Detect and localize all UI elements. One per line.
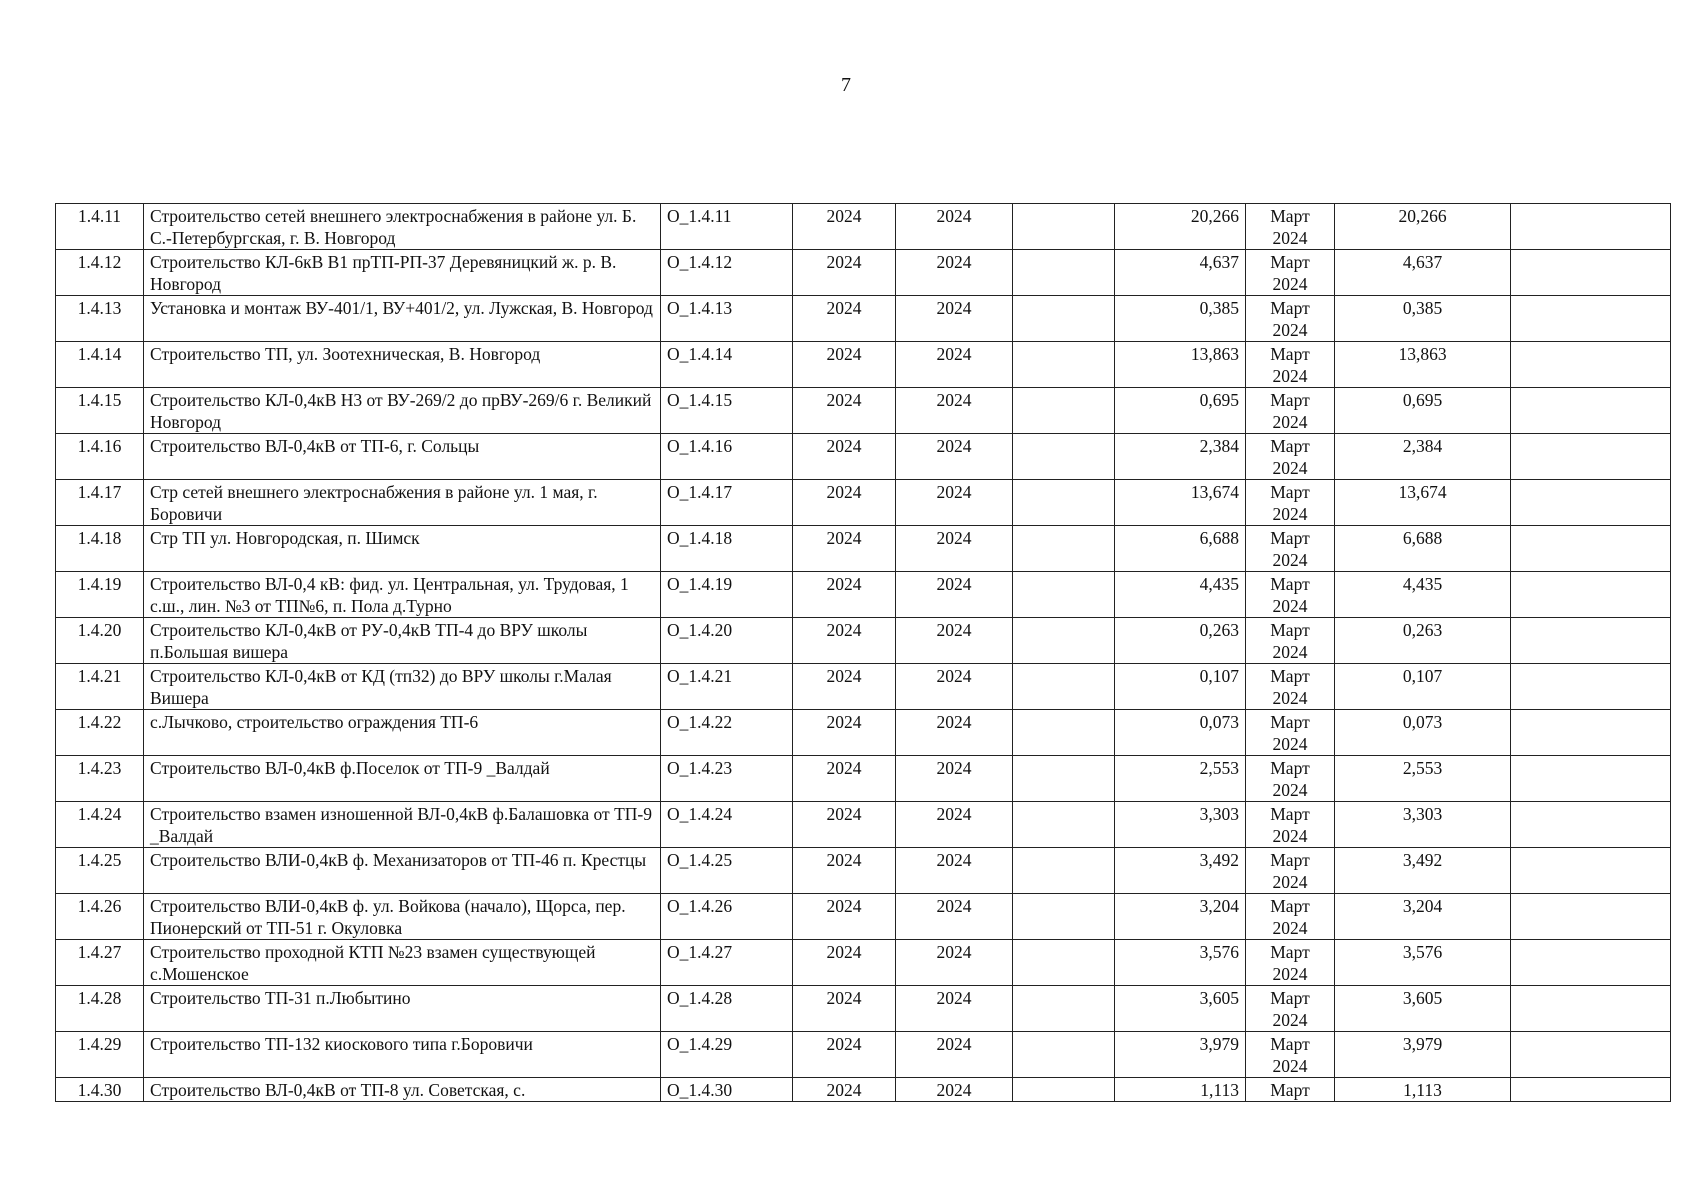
table-row — [56, 342, 1671, 388]
start-year: 2024 — [793, 296, 896, 342]
start-year: 2024 — [793, 572, 896, 618]
project-name: Строительство КЛ-6кВ В1 прТП-РП-37 Деревяницкий ж. р. В. Новгород — [144, 250, 661, 296]
completion-month: Март — [1270, 988, 1310, 1008]
amount: 4,637 — [1115, 250, 1246, 296]
note-cell — [1511, 296, 1671, 342]
completion-date — [1246, 894, 1335, 940]
row-number: 1.4.28 — [56, 986, 144, 1032]
table-row — [56, 618, 1671, 664]
row-number: 1.4.14 — [56, 342, 144, 388]
project-name: Строительство ТП, ул. Зоотехническая, В. Новгород — [144, 342, 661, 388]
note-cell — [1511, 572, 1671, 618]
amount-completed: 3,204 — [1335, 894, 1511, 940]
completion-date — [1246, 1032, 1335, 1078]
completion-month: Март — [1270, 390, 1310, 410]
table-row — [56, 664, 1671, 710]
row-number: 1.4.13 — [56, 296, 144, 342]
project-name: Строительство КЛ-0,4кВ Н3 от ВУ-269/2 до прВУ-269/6 г. Великий Новгород — [144, 388, 661, 434]
end-year: 2024 — [896, 204, 1013, 250]
end-year: 2024 — [896, 434, 1013, 480]
completion-date — [1246, 940, 1335, 986]
table-row — [56, 480, 1671, 526]
completion-date — [1246, 572, 1335, 618]
amount: 3,492 — [1115, 848, 1246, 894]
table-row — [56, 756, 1671, 802]
completion-month: Март — [1270, 1034, 1310, 1054]
start-year: 2024 — [793, 618, 896, 664]
end-year: 2024 — [896, 710, 1013, 756]
start-year: 2024 — [793, 848, 896, 894]
completion-date — [1246, 526, 1335, 572]
amount: 3,605 — [1115, 986, 1246, 1032]
project-code: О_1.4.16 — [661, 434, 793, 480]
completion-date — [1246, 204, 1335, 250]
project-name: Строительство взамен изношенной ВЛ-0,4кВ ф.Балашовка от ТП-9 _Валдай — [144, 802, 661, 848]
completion-month: Март — [1270, 942, 1310, 962]
row-number: 1.4.21 — [56, 664, 144, 710]
end-year: 2024 — [896, 250, 1013, 296]
amount-completed: 3,605 — [1335, 986, 1511, 1032]
completion-year: 2024 — [1272, 780, 1308, 800]
completion-date — [1246, 1078, 1335, 1102]
project-code: О_1.4.13 — [661, 296, 793, 342]
table-row — [56, 802, 1671, 848]
end-year: 2024 — [896, 756, 1013, 802]
row-number: 1.4.29 — [56, 1032, 144, 1078]
row-number: 1.4.18 — [56, 526, 144, 572]
amount-completed: 20,266 — [1335, 204, 1511, 250]
amount: 3,979 — [1115, 1032, 1246, 1078]
empty-cell — [1013, 480, 1115, 526]
table-row — [56, 710, 1671, 756]
amount-completed: 0,695 — [1335, 388, 1511, 434]
empty-cell — [1013, 986, 1115, 1032]
completion-year: 2024 — [1272, 734, 1308, 754]
project-name: Установка и монтаж ВУ-401/1, ВУ+401/2, ул. Лужская, В. Новгород — [144, 296, 661, 342]
project-code: О_1.4.12 — [661, 250, 793, 296]
amount-completed: 13,674 — [1335, 480, 1511, 526]
end-year: 2024 — [896, 1032, 1013, 1078]
project-code: О_1.4.28 — [661, 986, 793, 1032]
completion-month: Март — [1270, 252, 1310, 272]
row-number: 1.4.19 — [56, 572, 144, 618]
end-year: 2024 — [896, 526, 1013, 572]
amount-completed: 4,435 — [1335, 572, 1511, 618]
amount: 2,384 — [1115, 434, 1246, 480]
note-cell — [1511, 342, 1671, 388]
completion-month: Март — [1270, 620, 1310, 640]
completion-year: 2024 — [1272, 642, 1308, 662]
start-year: 2024 — [793, 204, 896, 250]
end-year: 2024 — [896, 894, 1013, 940]
end-year: 2024 — [896, 848, 1013, 894]
row-number: 1.4.23 — [56, 756, 144, 802]
note-cell — [1511, 526, 1671, 572]
row-number: 1.4.25 — [56, 848, 144, 894]
project-code: О_1.4.14 — [661, 342, 793, 388]
note-cell — [1511, 1078, 1671, 1102]
end-year: 2024 — [896, 1078, 1013, 1102]
note-cell — [1511, 1032, 1671, 1078]
note-cell — [1511, 986, 1671, 1032]
row-number: 1.4.26 — [56, 894, 144, 940]
completion-year: 2024 — [1272, 366, 1308, 386]
start-year: 2024 — [793, 1078, 896, 1102]
row-number: 1.4.22 — [56, 710, 144, 756]
amount: 0,107 — [1115, 664, 1246, 710]
completion-year: 2024 — [1272, 274, 1308, 294]
empty-cell — [1013, 618, 1115, 664]
note-cell — [1511, 940, 1671, 986]
empty-cell — [1013, 388, 1115, 434]
completion-month: Март — [1270, 298, 1310, 318]
project-code: О_1.4.26 — [661, 894, 793, 940]
completion-date — [1246, 710, 1335, 756]
start-year: 2024 — [793, 710, 896, 756]
start-year: 2024 — [793, 940, 896, 986]
completion-year: 2024 — [1272, 550, 1308, 570]
completion-date — [1246, 756, 1335, 802]
row-number: 1.4.20 — [56, 618, 144, 664]
amount: 0,263 — [1115, 618, 1246, 664]
amount-completed: 0,385 — [1335, 296, 1511, 342]
completion-month: Март — [1270, 758, 1310, 778]
project-name: Строительство проходной КТП №23 взамен существующей с.Мошенское — [144, 940, 661, 986]
project-name: Строительство КЛ-0,4кВ от РУ-0,4кВ ТП-4 до ВРУ школы п.Большая вишера — [144, 618, 661, 664]
amount: 13,863 — [1115, 342, 1246, 388]
amount-completed: 3,576 — [1335, 940, 1511, 986]
project-code: О_1.4.22 — [661, 710, 793, 756]
amount-completed: 2,553 — [1335, 756, 1511, 802]
start-year: 2024 — [793, 756, 896, 802]
row-number: 1.4.30 — [56, 1078, 144, 1102]
project-code: О_1.4.18 — [661, 526, 793, 572]
amount-completed: 3,303 — [1335, 802, 1511, 848]
amount-completed: 0,073 — [1335, 710, 1511, 756]
completion-year: 2024 — [1272, 458, 1308, 478]
amount: 20,266 — [1115, 204, 1246, 250]
row-number: 1.4.16 — [56, 434, 144, 480]
amount: 3,303 — [1115, 802, 1246, 848]
table-row — [56, 434, 1671, 480]
project-name: Строительство ВЛ-0,4кВ от ТП-6, г. Сольцы — [144, 434, 661, 480]
end-year: 2024 — [896, 664, 1013, 710]
completion-date — [1246, 388, 1335, 434]
row-number: 1.4.15 — [56, 388, 144, 434]
completion-date — [1246, 802, 1335, 848]
amount: 0,073 — [1115, 710, 1246, 756]
empty-cell — [1013, 526, 1115, 572]
end-year: 2024 — [896, 342, 1013, 388]
completion-year: 2024 — [1272, 1056, 1308, 1076]
project-code: О_1.4.29 — [661, 1032, 793, 1078]
row-number: 1.4.11 — [56, 204, 144, 250]
note-cell — [1511, 204, 1671, 250]
table-row — [56, 526, 1671, 572]
completion-month: Март — [1270, 574, 1310, 594]
project-name: Строительство сетей внешнего электроснабжения в районе ул. Б. С.-Петербургская, г. В. Новгород — [144, 204, 661, 250]
table-row — [56, 572, 1671, 618]
empty-cell — [1013, 296, 1115, 342]
start-year: 2024 — [793, 1032, 896, 1078]
start-year: 2024 — [793, 894, 896, 940]
completion-year: 2024 — [1272, 964, 1308, 984]
completion-year: 2024 — [1272, 596, 1308, 616]
completion-year: 2024 — [1272, 826, 1308, 846]
amount: 3,204 — [1115, 894, 1246, 940]
empty-cell — [1013, 756, 1115, 802]
amount: 6,688 — [1115, 526, 1246, 572]
start-year: 2024 — [793, 986, 896, 1032]
amount: 4,435 — [1115, 572, 1246, 618]
note-cell — [1511, 434, 1671, 480]
end-year: 2024 — [896, 388, 1013, 434]
end-year: 2024 — [896, 618, 1013, 664]
project-name: Строительство ВЛ-0,4кВ от ТП-8 ул. Советская, с. — [144, 1078, 661, 1102]
completion-month: Март — [1270, 1080, 1310, 1100]
completion-month: Март — [1270, 528, 1310, 548]
completion-month: Март — [1270, 206, 1310, 226]
start-year: 2024 — [793, 802, 896, 848]
empty-cell — [1013, 802, 1115, 848]
note-cell — [1511, 710, 1671, 756]
project-name: Строительство ВЛИ-0,4кВ ф. Механизаторов от ТП-46 п. Крестцы — [144, 848, 661, 894]
note-cell — [1511, 802, 1671, 848]
empty-cell — [1013, 250, 1115, 296]
note-cell — [1511, 664, 1671, 710]
completion-date — [1246, 480, 1335, 526]
empty-cell — [1013, 710, 1115, 756]
project-name: Строительство ВЛ-0,4 кВ: фид. ул. Центральная, ул. Трудовая, 1 с.ш., лин. №3 от ТП№6, п. Пола д.Турно — [144, 572, 661, 618]
amount-completed: 13,863 — [1335, 342, 1511, 388]
row-number: 1.4.12 — [56, 250, 144, 296]
amount: 1,113 — [1115, 1078, 1246, 1102]
start-year: 2024 — [793, 480, 896, 526]
table-row — [56, 1078, 1671, 1102]
project-code: О_1.4.23 — [661, 756, 793, 802]
table-row — [56, 1032, 1671, 1078]
completion-year: 2024 — [1272, 504, 1308, 524]
note-cell — [1511, 618, 1671, 664]
row-number: 1.4.17 — [56, 480, 144, 526]
investment-table — [55, 203, 1671, 1102]
project-name: Строительство ВЛ-0,4кВ ф.Поселок от ТП-9 _Валдай — [144, 756, 661, 802]
project-code: О_1.4.11 — [661, 204, 793, 250]
end-year: 2024 — [896, 296, 1013, 342]
amount-completed: 6,688 — [1335, 526, 1511, 572]
empty-cell — [1013, 1032, 1115, 1078]
amount: 13,674 — [1115, 480, 1246, 526]
project-name: Строительство ТП-31 п.Любытино — [144, 986, 661, 1032]
amount: 3,576 — [1115, 940, 1246, 986]
completion-month: Март — [1270, 666, 1310, 686]
project-name: Строительство ВЛИ-0,4кВ ф. ул. Войкова (начало), Щорса, пер. Пионерский от ТП-51 г. Окуловка — [144, 894, 661, 940]
completion-date — [1246, 296, 1335, 342]
project-code: О_1.4.17 — [661, 480, 793, 526]
amount-completed: 4,637 — [1335, 250, 1511, 296]
note-cell — [1511, 756, 1671, 802]
amount-completed: 0,263 — [1335, 618, 1511, 664]
project-name: Стр ТП ул. Новгородская, п. Шимск — [144, 526, 661, 572]
table-row — [56, 388, 1671, 434]
project-code: О_1.4.27 — [661, 940, 793, 986]
completion-month: Март — [1270, 896, 1310, 916]
project-name: с.Лычково, строительство ограждения ТП-6 — [144, 710, 661, 756]
completion-year: 2024 — [1272, 320, 1308, 340]
project-name: Строительство ТП-132 киоскового типа г.Боровичи — [144, 1032, 661, 1078]
completion-month: Март — [1270, 436, 1310, 456]
note-cell — [1511, 388, 1671, 434]
completion-date — [1246, 618, 1335, 664]
start-year: 2024 — [793, 388, 896, 434]
completion-year: 2024 — [1272, 1010, 1308, 1030]
completion-date — [1246, 664, 1335, 710]
start-year: 2024 — [793, 664, 896, 710]
project-code: О_1.4.30 — [661, 1078, 793, 1102]
row-number: 1.4.27 — [56, 940, 144, 986]
completion-date — [1246, 250, 1335, 296]
empty-cell — [1013, 434, 1115, 480]
note-cell — [1511, 480, 1671, 526]
amount-completed: 2,384 — [1335, 434, 1511, 480]
start-year: 2024 — [793, 250, 896, 296]
project-code: О_1.4.24 — [661, 802, 793, 848]
amount-completed: 1,113 — [1335, 1078, 1511, 1102]
project-code: О_1.4.19 — [661, 572, 793, 618]
completion-year: 2024 — [1272, 228, 1308, 248]
amount-completed: 0,107 — [1335, 664, 1511, 710]
empty-cell — [1013, 664, 1115, 710]
empty-cell — [1013, 572, 1115, 618]
table-body — [56, 204, 1671, 1102]
project-name: Стр сетей внешнего электроснабжения в районе ул. 1 мая, г. Боровичи — [144, 480, 661, 526]
end-year: 2024 — [896, 986, 1013, 1032]
completion-month: Март — [1270, 344, 1310, 364]
table-row — [56, 894, 1671, 940]
table-row — [56, 848, 1671, 894]
note-cell — [1511, 848, 1671, 894]
table-row — [56, 986, 1671, 1032]
start-year: 2024 — [793, 434, 896, 480]
start-year: 2024 — [793, 526, 896, 572]
project-code: О_1.4.21 — [661, 664, 793, 710]
amount-completed: 3,979 — [1335, 1032, 1511, 1078]
project-code: О_1.4.15 — [661, 388, 793, 434]
table-row — [56, 940, 1671, 986]
completion-date — [1246, 986, 1335, 1032]
empty-cell — [1013, 848, 1115, 894]
completion-month: Март — [1270, 482, 1310, 502]
amount: 0,695 — [1115, 388, 1246, 434]
table-row — [56, 250, 1671, 296]
table-row — [56, 204, 1671, 250]
completion-year: 2024 — [1272, 872, 1308, 892]
completion-month: Март — [1270, 804, 1310, 824]
table-row — [56, 296, 1671, 342]
completion-date — [1246, 342, 1335, 388]
end-year: 2024 — [896, 572, 1013, 618]
empty-cell — [1013, 342, 1115, 388]
start-year: 2024 — [793, 342, 896, 388]
project-code: О_1.4.25 — [661, 848, 793, 894]
end-year: 2024 — [896, 940, 1013, 986]
amount-completed: 3,492 — [1335, 848, 1511, 894]
note-cell — [1511, 250, 1671, 296]
completion-year: 2024 — [1272, 412, 1308, 432]
completion-year: 2024 — [1272, 918, 1308, 938]
completion-date — [1246, 434, 1335, 480]
completion-month: Март — [1270, 712, 1310, 732]
page-number: 7 — [841, 74, 851, 96]
amount: 0,385 — [1115, 296, 1246, 342]
end-year: 2024 — [896, 480, 1013, 526]
row-number: 1.4.24 — [56, 802, 144, 848]
completion-year: 2024 — [1272, 688, 1308, 708]
project-code: О_1.4.20 — [661, 618, 793, 664]
empty-cell — [1013, 940, 1115, 986]
empty-cell — [1013, 204, 1115, 250]
empty-cell — [1013, 894, 1115, 940]
end-year: 2024 — [896, 802, 1013, 848]
completion-month: Март — [1270, 850, 1310, 870]
completion-date — [1246, 848, 1335, 894]
note-cell — [1511, 894, 1671, 940]
project-name: Строительство КЛ-0,4кВ от КД (тп32) до ВРУ школы г.Малая Вишера — [144, 664, 661, 710]
amount: 2,553 — [1115, 756, 1246, 802]
empty-cell — [1013, 1078, 1115, 1102]
